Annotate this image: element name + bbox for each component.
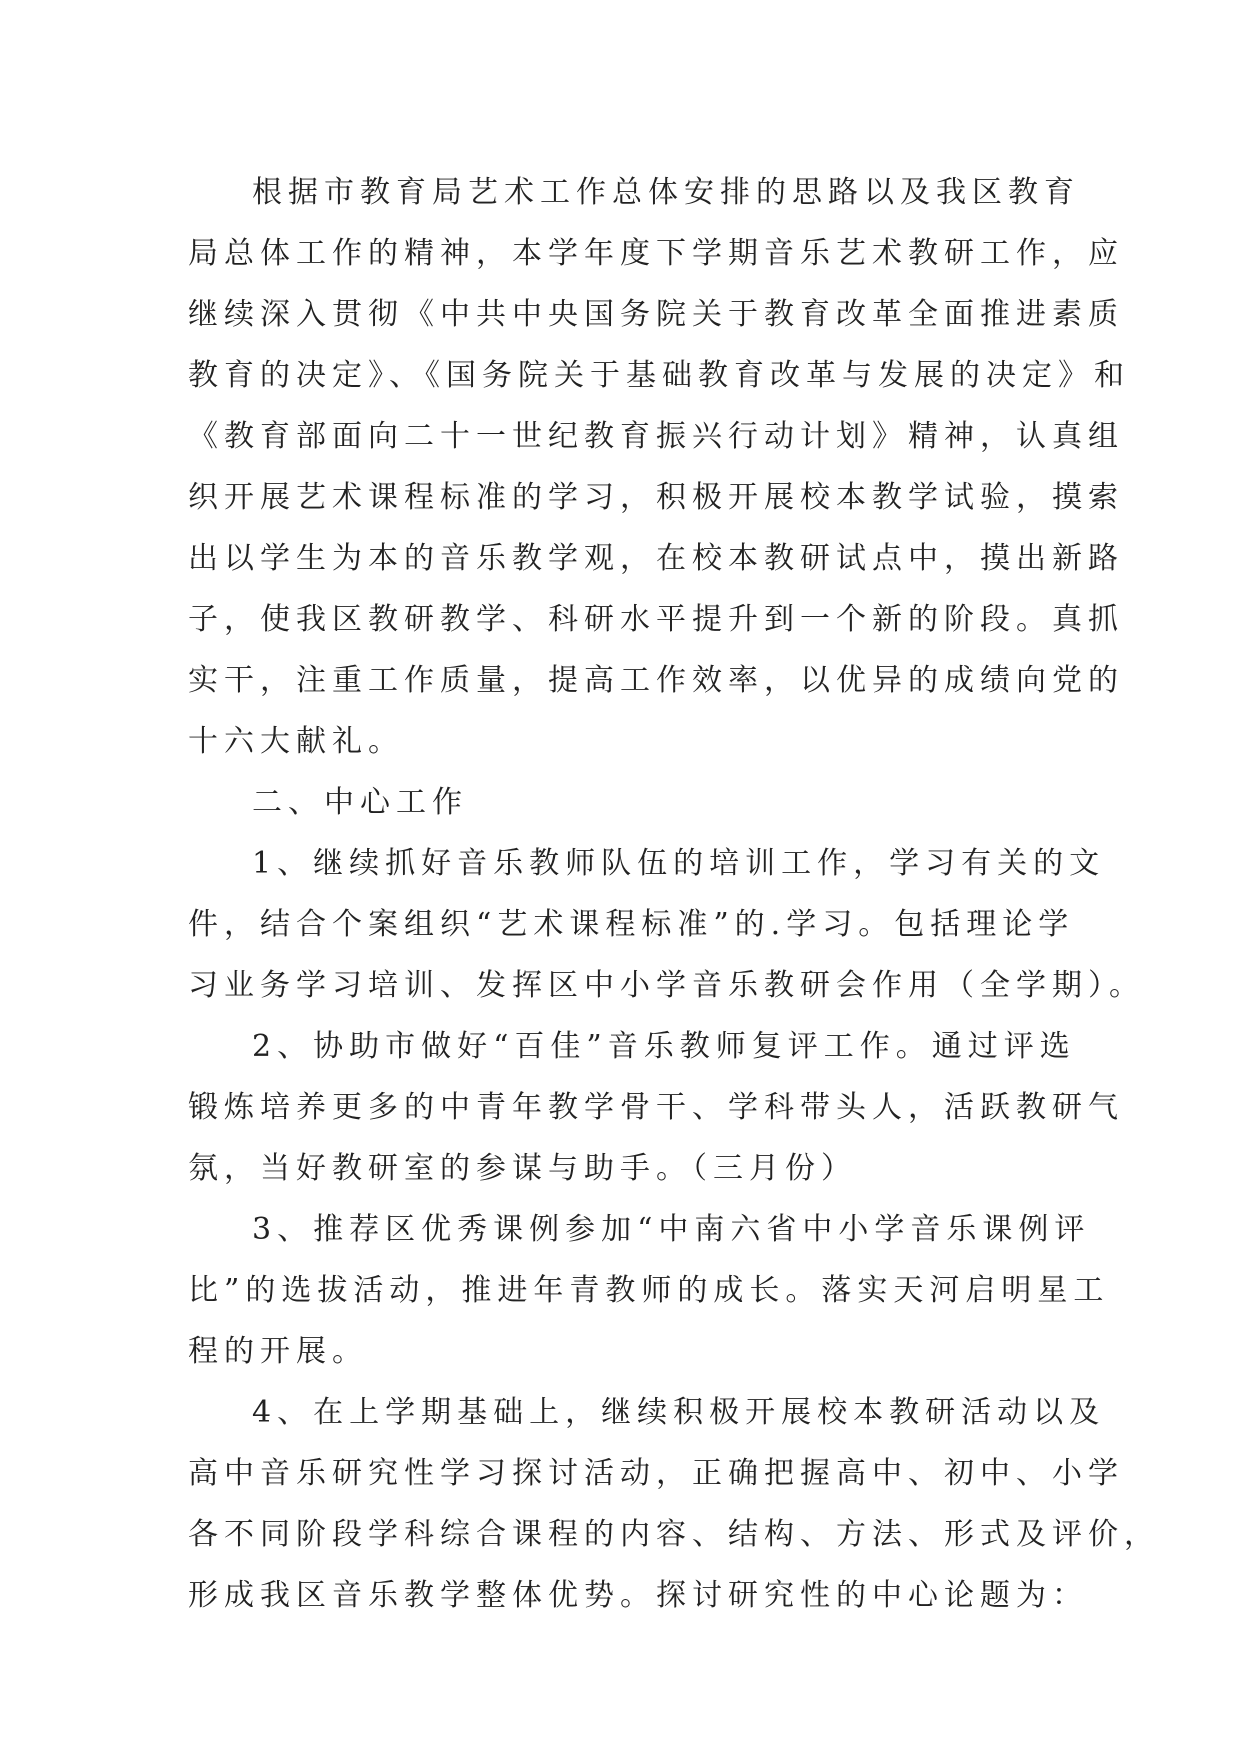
text-line: 3、推荐区优秀课例参加“中南六省中小学音乐课例评 [252,1212,1091,1247]
text-line: 出以学生为本的音乐教学观，在校本教研试点中，摸出新路 [188,541,1124,576]
text-line: 程的开展。 [188,1334,368,1369]
text-line: 《教育部面向二十一世纪教育振兴行动计划》精神，认真组 [188,419,1124,454]
text-line: 实干，注重工作质量，提高工作效率，以优异的成绩向党的 [188,663,1124,698]
text-line: 继续深入贯彻《中共中央国务院关于教育改革全面推进素质 [188,297,1124,332]
text-line: 子，使我区教研教学、科研水平提升到一个新的阶段。真抓 [188,602,1124,637]
text-line: 氛，当好教研室的参谋与助手。（三月份） [188,1151,857,1186]
text-line: 织开展艺术课程标准的学习，积极开展校本教学试验，摸索 [188,480,1124,515]
text-line: 二、中心工作 [252,785,468,820]
text-line: 件，结合个案组织“艺术课程标准”的.学习。包括理论学 [188,907,1075,942]
text-line: 4、在上学期基础上，继续积极开展校本教研活动以及 [252,1395,1106,1430]
document-body [188,162,1160,1626]
text-line: 锻炼培养更多的中青年教学骨干、学科带头人，活跃教研气 [188,1090,1124,1125]
text-line: 形成我区音乐教学整体优势。探讨研究性的中心论题为： [188,1578,1088,1613]
text-line: 习业务学习培训、发挥区中小学音乐教研会作用（全学期）。 [188,968,1145,1003]
text-line: 教育的决定》、《国务院关于基础教育改革与发展的决定》和 [188,358,1130,393]
text-line: 2、协助市做好“百佳”音乐教师复评工作。通过评选 [252,1029,1076,1064]
text-line: 根据市教育局艺术工作总体安排的思路以及我区教育 [252,175,1080,210]
text-line: 比”的选拔活动，推进年青教师的成长。落实天河启明星工 [188,1273,1110,1308]
text-line: 十六大献礼。 [188,724,404,759]
text-line: 高中音乐研究性学习探讨活动，正确把握高中、初中、小学 [188,1456,1124,1491]
text-line: 局总体工作的精神，本学年度下学期音乐艺术教研工作，应 [188,236,1124,271]
text-line: 1、继续抓好音乐教师队伍的培训工作，学习有关的文 [252,846,1106,881]
text-line: 各不同阶段学科综合课程的内容、结构、方法、形式及评价， [188,1517,1160,1552]
